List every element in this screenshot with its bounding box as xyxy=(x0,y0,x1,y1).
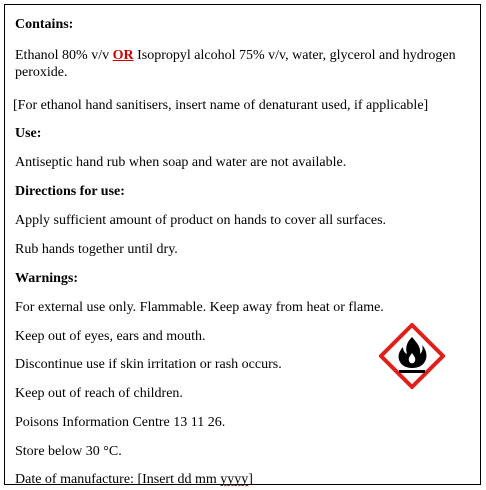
directions-step-2: Rub hands together until dry. xyxy=(15,242,178,257)
contains-heading: Contains: xyxy=(15,17,74,32)
use-heading: Use: xyxy=(15,126,42,141)
manufacture-suffix: ] xyxy=(248,472,253,487)
ingredients-line-1 xyxy=(15,47,456,64)
manufacture-yyyy: yyyy xyxy=(220,472,249,487)
ingredients-text-2: Isopropyl alcohol 75% v/v, water, glycerol and hydrogen xyxy=(133,48,456,63)
warning-item: Keep out of eyes, ears and mouth. xyxy=(15,329,206,344)
warning-item: Poisons Information Centre 13 11 26. xyxy=(15,415,226,430)
warning-item: Discontinue use if skin irritation or rash occurs. xyxy=(15,357,282,372)
warning-item: Keep out of reach of children. xyxy=(15,386,183,401)
warnings-heading: Warnings: xyxy=(15,271,79,286)
warning-item: For external use only. Flammable. Keep away from heat or flame. xyxy=(15,300,384,315)
denaturant-note: [For ethanol hand sanitisers, insert name of denaturant used, if applicable] xyxy=(13,98,429,113)
warning-item: Store below 30 °C. xyxy=(15,444,122,459)
directions-step-1: Apply sufficient amount of product on hands to cover all surfaces. xyxy=(15,213,387,228)
manufacture-prefix: Date of manufacture: [Insert dd mm xyxy=(15,472,221,487)
or-highlight: OR xyxy=(112,48,134,63)
ingredients-text-1: Ethanol 80% v/v xyxy=(15,48,113,63)
directions-heading: Directions for use: xyxy=(15,184,125,199)
flammable-flame-icon xyxy=(379,323,445,389)
use-text: Antiseptic hand rub when soap and water are not available. xyxy=(15,155,347,170)
manufacture-date xyxy=(15,471,253,488)
ingredients-line-2: peroxide. xyxy=(15,65,68,80)
